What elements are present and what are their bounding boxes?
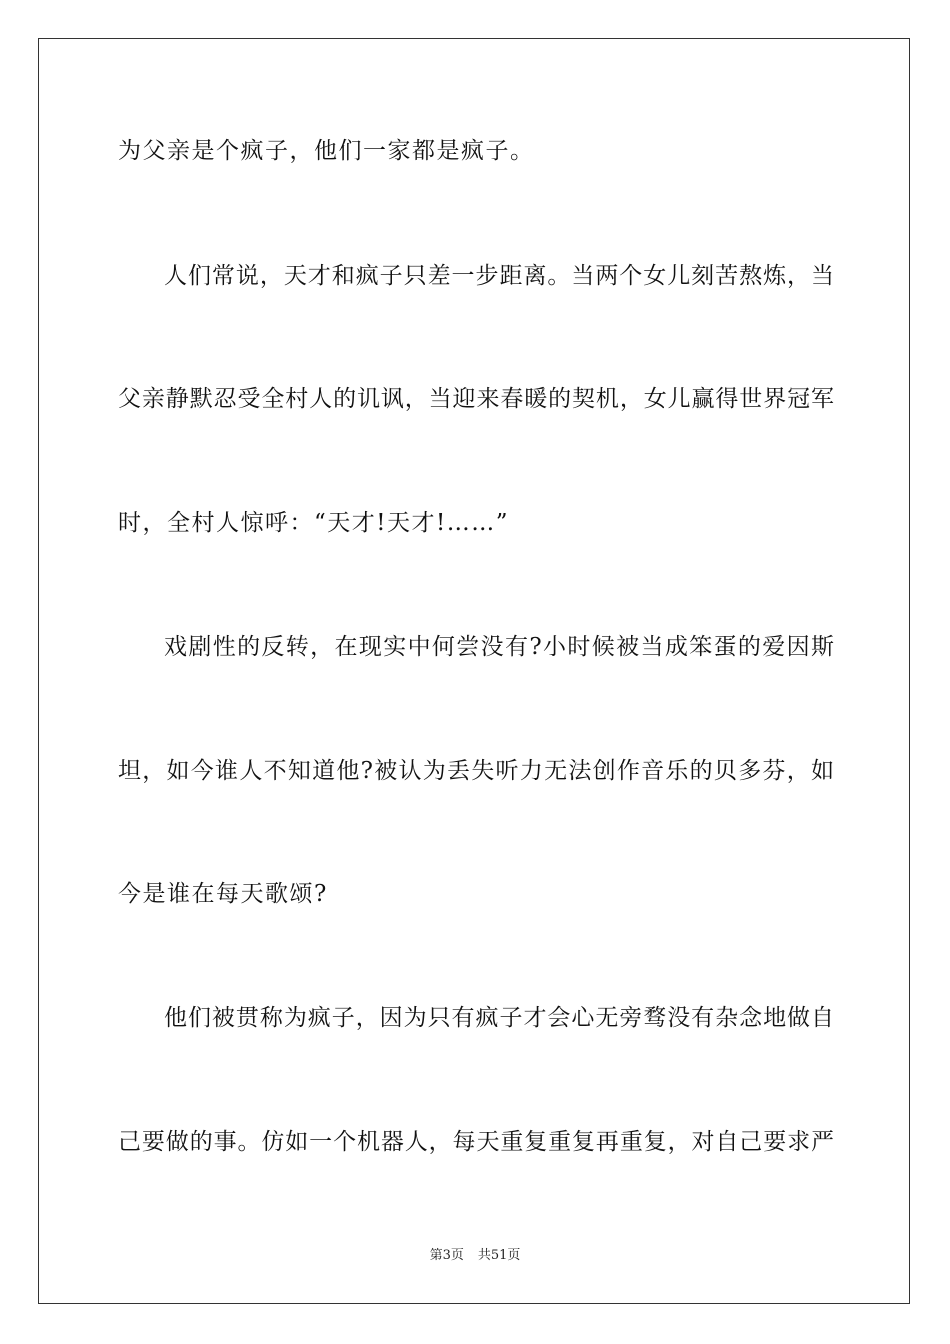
paragraph-line: 为父亲是个疯子，他们一家都是疯子。 (118, 138, 535, 164)
page-footer (0, 1247, 950, 1265)
paragraph-line: 他们被贯称为疯子，因为只有疯子才会心无旁骛没有杂念地做自 (164, 1005, 834, 1031)
paragraph-line: 戏剧性的反转，在现实中何尝没有?小时候被当成笨蛋的爱因斯 (164, 634, 834, 660)
paragraph-line: 人们常说，天才和疯子只差一步距离。当两个女儿刻苦熬炼，当 (164, 263, 834, 289)
page-border (38, 38, 910, 1304)
paragraph-line: 父亲静默忍受全村人的讥讽，当迎来春暖的契机，女儿赢得世界冠军 (118, 386, 834, 412)
page-total: 共51页 (477, 1248, 521, 1263)
paragraph-line: 己要做的事。仿如一个机器人，每天重复重复再重复，对自己要求严 (118, 1129, 834, 1155)
paragraph-line: 坦，如今谁人不知道他?被认为丢失听力无法创作音乐的贝多芬，如 (118, 758, 834, 784)
paragraph-line: 时，全村人惊呼：“天才!天才!……” (118, 510, 510, 536)
page-number: 第3页 (429, 1248, 464, 1263)
paragraph-line: 今是谁在每天歌颂? (118, 881, 328, 907)
